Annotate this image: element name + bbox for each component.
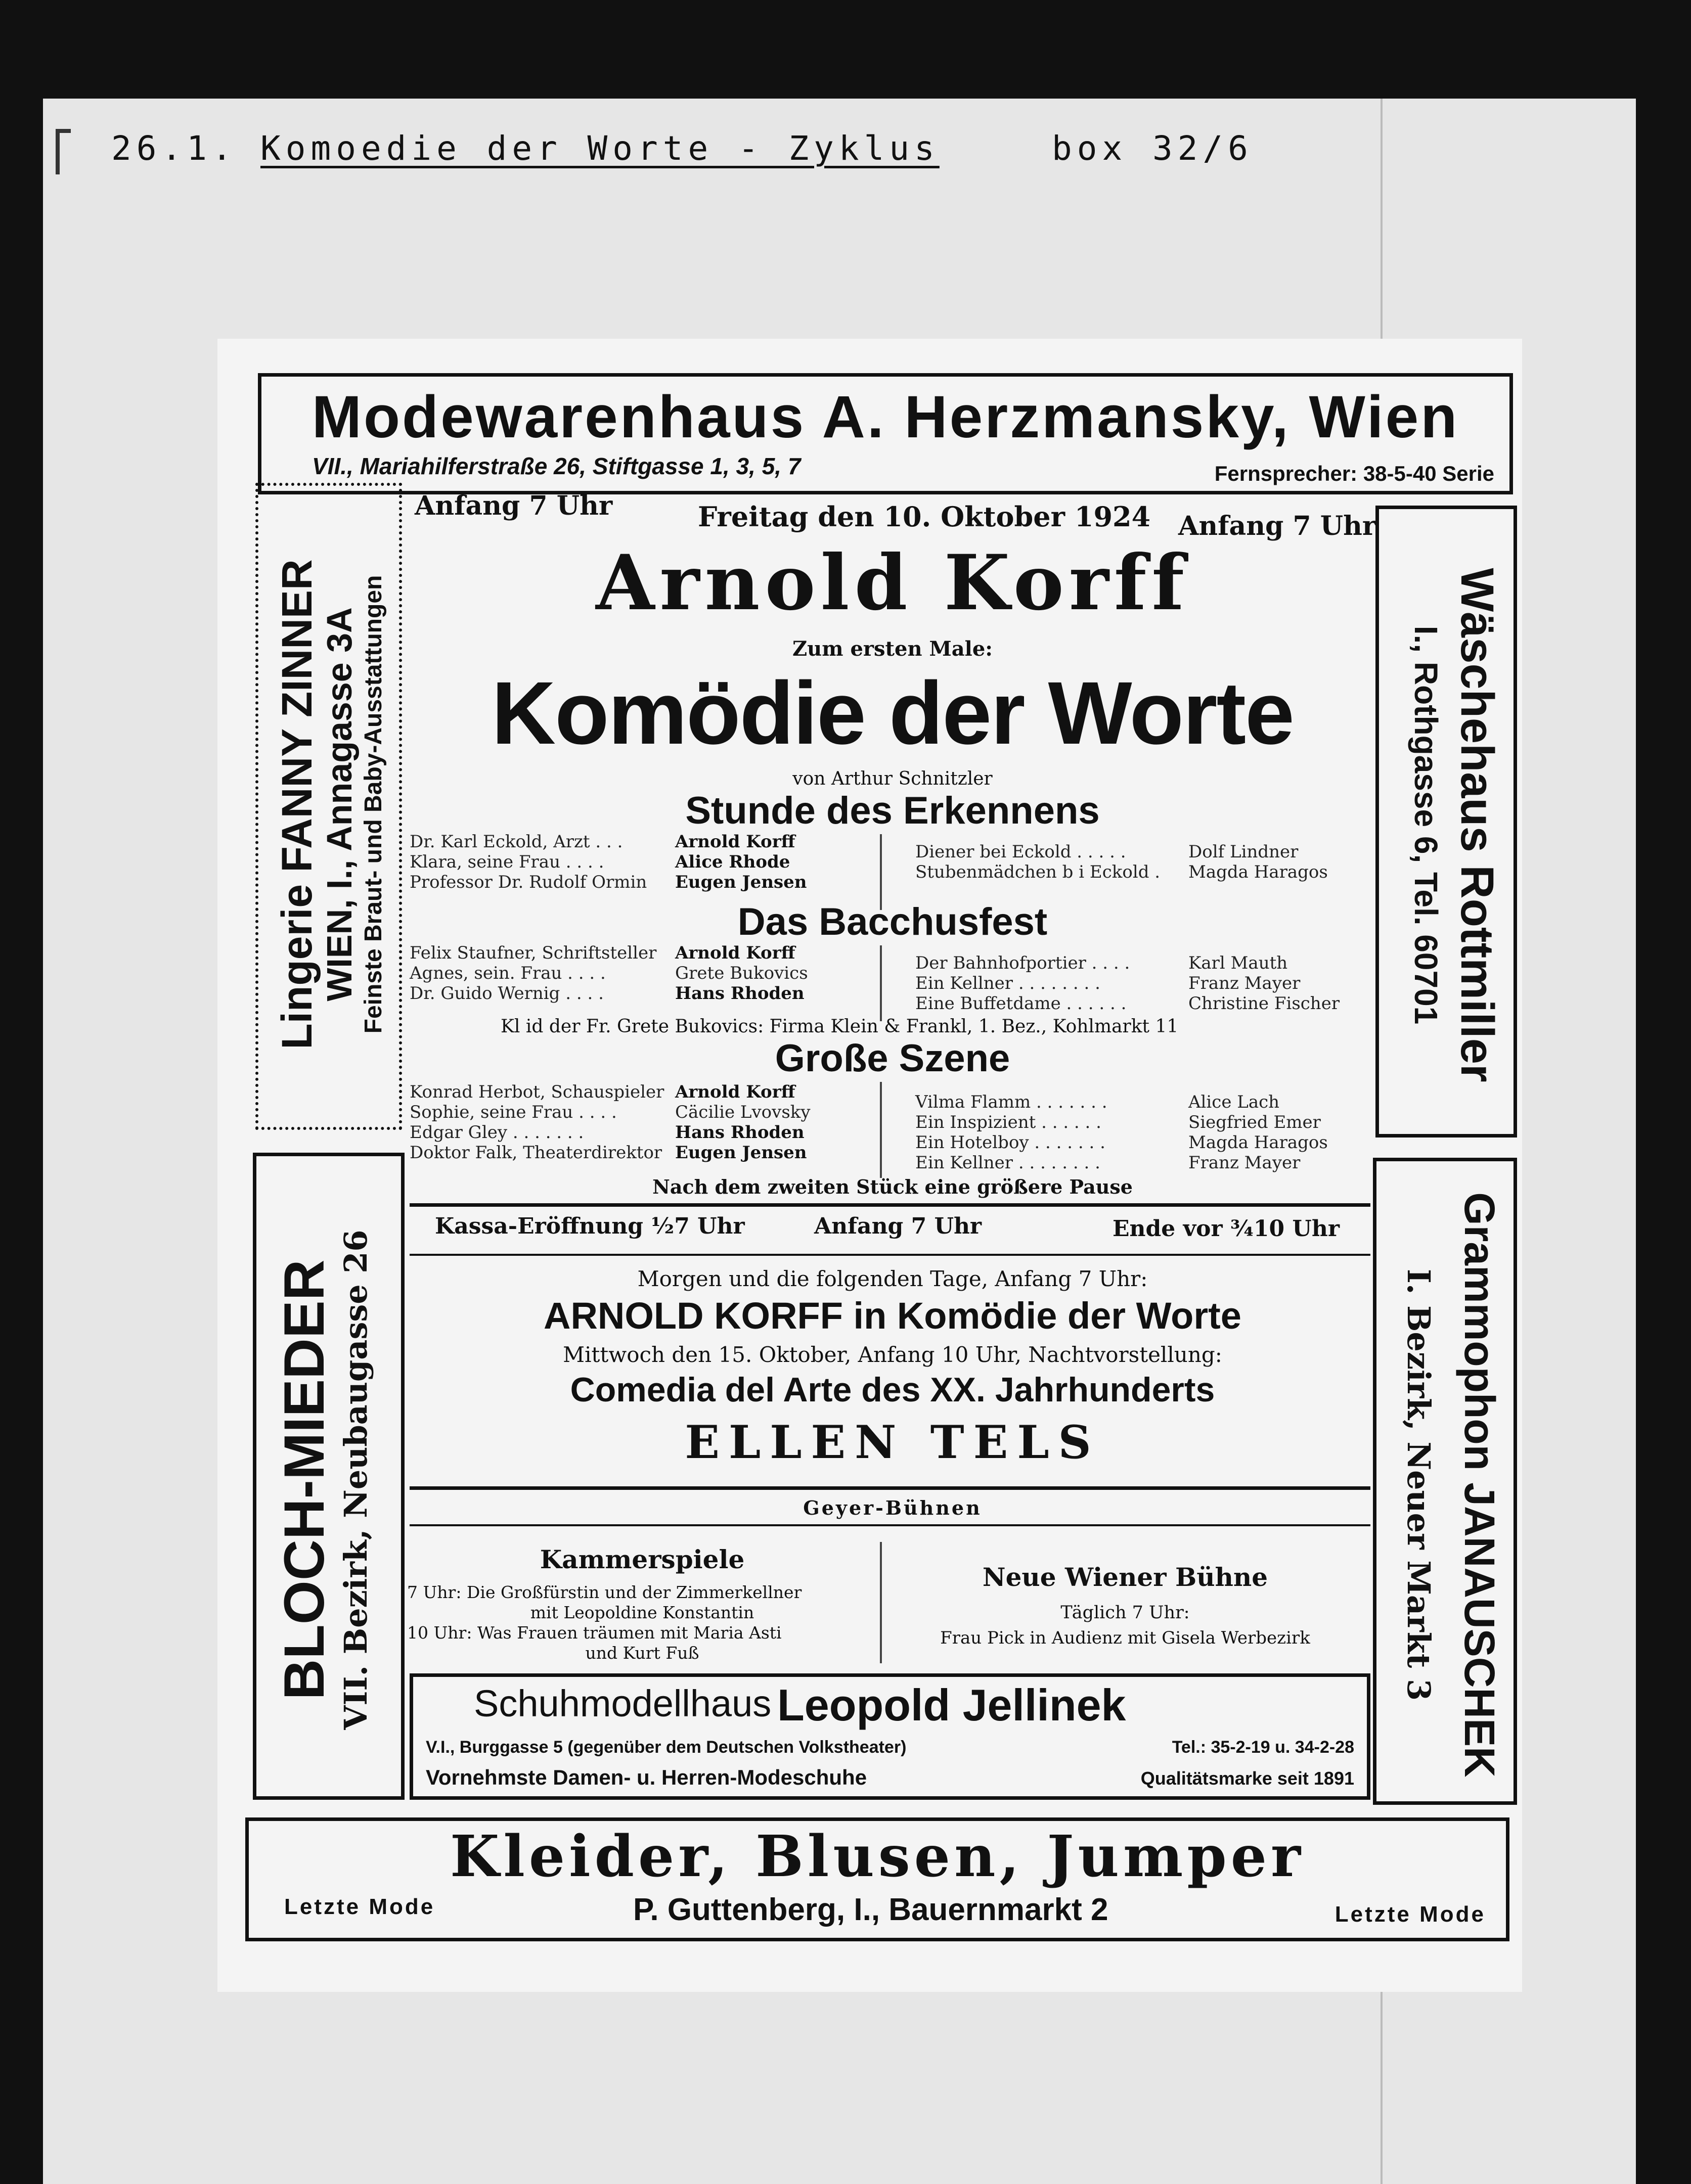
cast-actor: Franz Mayer xyxy=(1188,973,1301,993)
cast-role: Vilma Flamm . . . . . . . xyxy=(915,1092,1107,1112)
cast-actor: Hans Rhoden xyxy=(675,1122,805,1143)
corner-mark xyxy=(56,129,60,174)
play-author: von Arthur Schnitzler xyxy=(792,768,993,789)
kammerspiele-line: und Kurt Fuß xyxy=(585,1643,699,1663)
play1-title: Stunde des Erkennens xyxy=(685,789,1100,832)
begin-time: Anfang 7 Uhr xyxy=(814,1213,982,1239)
ad-guttenberg xyxy=(245,1817,1509,1941)
neue-wiener-title: Neue Wiener Bühne xyxy=(982,1562,1268,1592)
neue-wiener-line: Täglich 7 Uhr: xyxy=(1060,1603,1190,1623)
cast-actor: Karl Mauth xyxy=(1188,953,1288,973)
end-time: Ende vor ¾10 Uhr xyxy=(1112,1216,1340,1242)
cast-role: Der Bahnhofportier . . . . xyxy=(915,953,1130,973)
cast-divider-2 xyxy=(880,945,882,1021)
start-time-right: Anfang 7 Uhr xyxy=(1178,511,1376,541)
cast-role: Klara, seine Frau . . . . xyxy=(410,852,604,872)
ad-jellinek-name-b: Leopold Jellinek xyxy=(777,1680,1126,1730)
cast-actor: Eugen Jensen xyxy=(675,872,807,892)
first-time-label: Zum ersten Male: xyxy=(792,637,993,661)
cast-role: Konrad Herbot, Schauspieler xyxy=(410,1082,664,1102)
rule-times-bottom xyxy=(410,1254,1370,1256)
cast-role: Eine Buffetdame . . . . . . xyxy=(915,993,1127,1014)
performance-date: Freitag den 10. Oktober 1924 xyxy=(698,500,1151,533)
next-title: ARNOLD KORFF in Komödie der Worte xyxy=(544,1295,1241,1337)
cast-divider-3 xyxy=(880,1082,882,1178)
cast-divider-1 xyxy=(880,834,882,910)
cast-role: Sophie, seine Frau . . . . xyxy=(410,1102,617,1122)
archive-header xyxy=(61,129,1375,174)
play3-title: Große Szene xyxy=(775,1037,1010,1080)
cast-role: Stubenmädchen b i Eckold . xyxy=(915,862,1161,882)
ad-guttenberg-left: Letzte Mode xyxy=(284,1894,435,1919)
star-name: Arnold Korff xyxy=(596,538,1189,627)
ad-zinner-line3: Feinste Braut- und Baby-Ausstattungen xyxy=(360,575,387,1034)
ad-herzmansky-address: VII., Mariahilferstraße 26, Stiftgasse 1, 3, 5, 7 xyxy=(312,453,801,479)
ad-janauschek xyxy=(1373,1158,1517,1805)
cast-actor: Alice Lach xyxy=(1188,1092,1280,1112)
ad-jellinek-address: V.I., Burggasse 5 (gegenüber dem Deutschen Volkstheater) xyxy=(426,1738,907,1757)
archive-title: Komoedie der Worte - Zyklus xyxy=(260,129,940,168)
cast-role: Dr. Karl Eckold, Arzt . . . xyxy=(410,832,623,852)
cast-role: Ein Hotelboy . . . . . . . xyxy=(915,1132,1105,1153)
ad-jellinek-tel: Tel.: 35-2-19 u. 34-2-28 xyxy=(1172,1738,1354,1757)
rule-geyer-bottom xyxy=(410,1524,1370,1526)
geyer-divider xyxy=(880,1542,882,1663)
play2-title: Das Bacchusfest xyxy=(737,900,1048,943)
playbill xyxy=(217,339,1522,1992)
cast-actor: Alice Rhode xyxy=(675,852,790,872)
ad-herzmansky xyxy=(258,373,1513,494)
ad-herzmansky-phone: Fernsprecher: 38-5-40 Serie xyxy=(1214,462,1494,485)
ad-guttenberg-headline: Kleider, Blusen, Jumper xyxy=(450,1824,1305,1890)
rule-times-top xyxy=(410,1203,1370,1207)
ad-herzmansky-name: Modewarenhaus A. Herzmansky, Wien xyxy=(312,384,1459,450)
cast-role: Edgar Gley . . . . . . . xyxy=(410,1122,584,1143)
ad-rottmiller-line2: I., Rothgasse 6, Tel. 60701 xyxy=(1408,625,1444,1025)
cast-actor: Grete Bukovics xyxy=(675,963,808,983)
ad-zinner-line1: Lingerie FANNY ZINNER xyxy=(273,559,321,1050)
neue-wiener-line: Frau Pick in Audienz mit Gisela Werbezirk xyxy=(940,1628,1310,1648)
cast-actor: Magda Haragos xyxy=(1188,1132,1328,1153)
cast-actor: Hans Rhoden xyxy=(675,983,805,1004)
ad-jellinek-since: Qualitätsmarke seit 1891 xyxy=(1140,1768,1354,1789)
wednesday-note: Mittwoch den 15. Oktober, Anfang 10 Uhr, Nachtvorstellung: xyxy=(563,1342,1222,1367)
pause-note: Nach dem zweiten Stück eine größere Pause xyxy=(652,1175,1133,1198)
ad-bloch-line2: VII. Bezirk, Neubaugasse 26 xyxy=(337,1230,374,1730)
ad-rottmiller xyxy=(1375,506,1517,1138)
cast-role: Ein Kellner . . . . . . . . xyxy=(915,1153,1100,1173)
cast-actor: Dolf Lindner xyxy=(1188,842,1299,862)
cast-role: Agnes, sein. Frau . . . . xyxy=(410,963,606,983)
cast-actor: Franz Mayer xyxy=(1188,1153,1301,1173)
ellen-tels: ELLEN TELS xyxy=(685,1416,1100,1469)
ad-jellinek-slogan: Vornehmste Damen- u. Herren-Modeschuhe xyxy=(426,1765,867,1789)
ad-bloch-mieder xyxy=(253,1153,405,1800)
ad-janauschek-line2: I. Bezirk, Neuer Markt 3 xyxy=(1400,1268,1437,1701)
ad-fanny-zinner xyxy=(255,483,402,1130)
cast-actor: Arnold Korff xyxy=(675,943,795,963)
comedia-title: Comedia del Arte des XX. Jahrhunderts xyxy=(570,1371,1215,1409)
archive-box: box 32/6 xyxy=(1052,129,1253,168)
ad-bloch-line1: BLOCH-MIEDER xyxy=(273,1259,336,1700)
cast-role: Ein Inspizient . . . . . . xyxy=(915,1112,1101,1132)
cast-role: Ein Kellner . . . . . . . . xyxy=(915,973,1100,993)
kammerspiele-title: Kammerspiele xyxy=(540,1544,745,1574)
cast-role: Diener bei Eckold . . . . . xyxy=(915,842,1126,862)
costume-note: Kl id der Fr. Grete Bukovics: Firma Klein & Frankl, 1. Bez., Kohlmarkt 11 xyxy=(501,1016,1179,1037)
cast-role: Professor Dr. Rudolf Ormin xyxy=(410,872,647,892)
start-time-left: Anfang 7 Uhr xyxy=(415,490,613,521)
kammerspiele-line: mit Leopoldine Konstantin xyxy=(530,1603,754,1622)
ad-guttenberg-right: Letzte Mode xyxy=(1334,1902,1486,1927)
geyer-heading: Geyer-Bühnen xyxy=(803,1496,982,1519)
rule-geyer-top xyxy=(410,1486,1370,1490)
cast-actor: Eugen Jensen xyxy=(675,1143,807,1163)
cast-actor: Christine Fischer xyxy=(1188,993,1340,1014)
cast-actor: Siegfried Emer xyxy=(1188,1112,1321,1132)
kammerspiele-line: 7 Uhr: Die Großfürstin und der Zimmerkellner xyxy=(407,1582,802,1602)
ad-rottmiller-line1: Wäschehaus Rottmiller xyxy=(1451,568,1503,1082)
cast-actor: Cäcilie Lvovsky xyxy=(675,1102,811,1122)
ad-jellinek-name-a: Schuhmodellhaus xyxy=(474,1682,772,1724)
ad-jellinek xyxy=(410,1673,1370,1800)
ad-guttenberg-address: P. Guttenberg, I., Bauernmarkt 2 xyxy=(633,1892,1108,1927)
kammerspiele-line: 10 Uhr: Was Frauen träumen mit Maria Asti xyxy=(407,1623,782,1643)
cast-actor: Arnold Korff xyxy=(675,1082,795,1102)
cast-actor: Arnold Korff xyxy=(675,832,795,852)
cast-role: Doktor Falk, Theaterdirektor xyxy=(410,1143,662,1163)
cast-role: Dr. Guido Wernig . . . . xyxy=(410,983,604,1004)
next-days: Morgen und die folgenden Tage, Anfang 7 Uhr: xyxy=(637,1266,1148,1291)
cast-role: Felix Staufner, Schriftsteller xyxy=(410,943,657,963)
play-title: Komödie der Worte xyxy=(491,664,1294,763)
box-office-time: Kassa-Eröffnung ½7 Uhr xyxy=(435,1213,745,1239)
ad-zinner-line2: WIEN, I., Annagasse 3A xyxy=(320,607,359,1002)
ad-janauschek-line1: Grammophon JANAUSCHEK xyxy=(1456,1192,1503,1778)
archive-number: 26.1. xyxy=(111,129,237,168)
cast-actor: Magda Haragos xyxy=(1188,862,1328,882)
